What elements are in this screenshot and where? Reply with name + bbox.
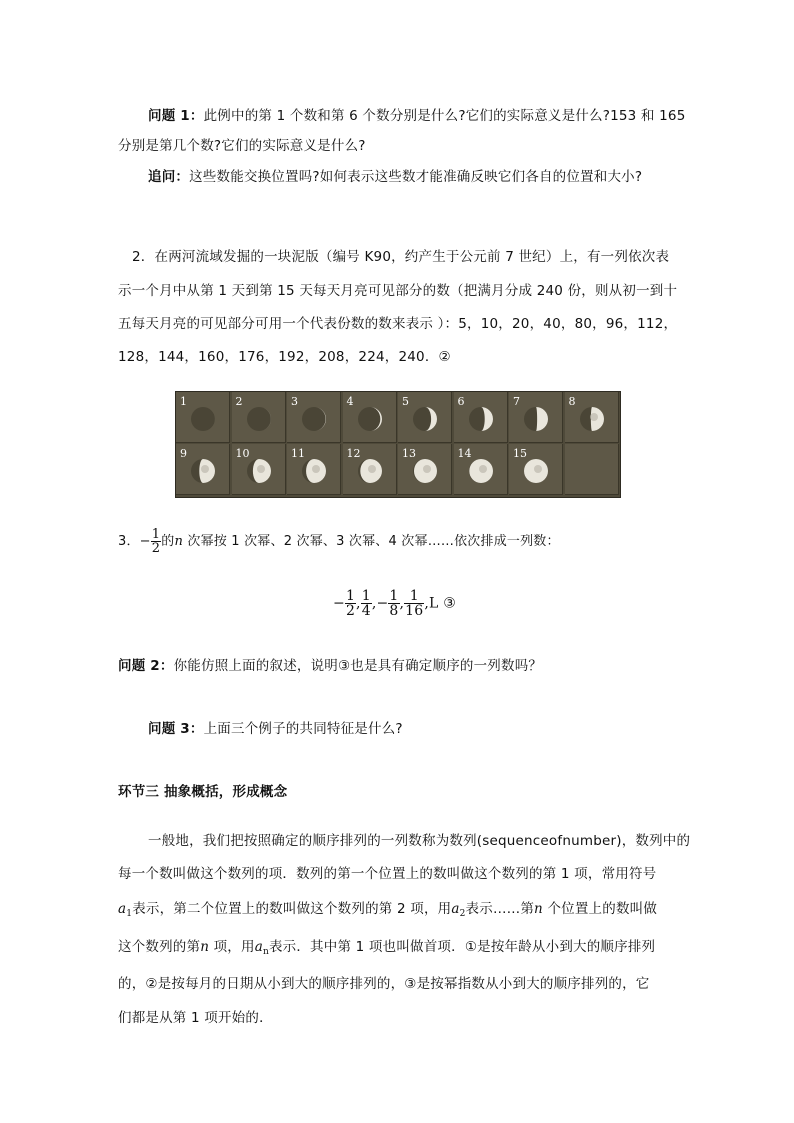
moon-cell	[509, 444, 563, 495]
item-3-middle: 的	[161, 534, 175, 549]
minus-sign: −	[376, 595, 389, 612]
fraction-numerator: 1	[151, 527, 161, 542]
moon-icon	[356, 457, 384, 485]
definition-line-4-text-d: 表示．其中第 1 项也叫做首项．①是按年龄从小到大的顺序排列	[268, 939, 656, 955]
question-1-text-1: 此例中的第 1 个数和第 6 个数分别是什么?它们的实际意义是什么?153 和 165	[203, 108, 686, 124]
moon-day-label: 13	[402, 447, 416, 460]
minus-sign: −	[333, 595, 345, 612]
comma: ,	[356, 595, 361, 612]
comma: ,	[371, 595, 377, 612]
minus-sign: −	[139, 534, 151, 549]
moon-cell	[232, 392, 286, 443]
question-3-label: 问题 3：	[148, 721, 204, 737]
moon-cell	[454, 392, 508, 443]
moon-icon	[411, 405, 439, 433]
comma: ,	[399, 595, 405, 612]
item-3-prefix: 3．	[118, 534, 140, 549]
empty-cell	[565, 444, 619, 495]
sequence-ellipsis: ,L	[424, 595, 439, 612]
symbol-a2: $a_2$	[451, 901, 466, 919]
section-3-heading: 环节三 抽象概括，形成概念	[118, 784, 288, 800]
sequence-term: $\frac{1}{4}$	[361, 588, 371, 619]
moon-icon	[356, 405, 384, 433]
moon-icon	[245, 405, 273, 433]
fraction-one-half	[151, 528, 161, 555]
question-2-label: 问题 2：	[118, 658, 174, 674]
sequence-term: $\frac{1}{16}$	[405, 588, 424, 619]
symbol-n: n	[534, 901, 543, 917]
moon-icon	[522, 457, 550, 485]
question-3-text: 上面三个例子的共同特征是什么?	[203, 721, 403, 737]
followup-text: 这些数能交换位置吗?如何表示这些数才能准确反映它们各自的位置和大小?	[189, 169, 643, 185]
moon-cell	[232, 444, 286, 495]
moon-day-label: 15	[513, 447, 527, 460]
definition-line-3-text-d: 表示……第	[465, 901, 535, 917]
moon-day-label: 5	[402, 395, 409, 408]
moon-icon	[578, 405, 606, 433]
moon-day-label: 9	[180, 447, 187, 460]
moon-icon	[300, 405, 328, 433]
moon-day-label: 12	[346, 447, 361, 460]
moon-day-label: 1	[180, 395, 187, 408]
moon-day-label: 7	[513, 395, 520, 408]
moon-day-label: 14	[457, 447, 472, 460]
moon-icon	[300, 457, 328, 485]
definition-line-3	[118, 897, 657, 919]
item-2-line-2: 示一个月中从第 1 天到第 15 天每天月亮可见部分的数（把满月分成 240 份，则从初一到十	[118, 283, 678, 299]
sequence-formula	[333, 589, 456, 618]
item-2-line-4: 128，144，160，176，192，208，224，240．②	[118, 349, 451, 365]
question-1-line-1	[148, 104, 685, 124]
moon-icon	[467, 457, 495, 485]
moon-cell	[343, 444, 397, 495]
moon-phases-image	[175, 391, 621, 498]
sequence-term: $\frac{1}{8}$	[389, 588, 399, 619]
moon-cell	[565, 392, 619, 443]
question-3-line	[148, 717, 403, 737]
moon-cell	[454, 444, 508, 495]
moon-cell	[176, 444, 230, 495]
moon-cell	[343, 392, 397, 443]
item-2-line-1: 2．在两河流域发掘的一块泥版（编号 K90，约产生于公元前 7 世纪）上，有一列依次表	[132, 249, 670, 265]
fraction-denominator: 2	[151, 541, 161, 556]
followup-line	[148, 165, 642, 185]
symbol-an: $a_n$	[254, 939, 269, 957]
sequence-mark: ③	[438, 595, 456, 612]
question-2-line	[118, 654, 542, 674]
moon-icon	[522, 405, 550, 433]
definition-line-3-text-e: 个位置上的数叫做	[542, 901, 658, 917]
definition-line-4-text-b: 项，用	[209, 939, 255, 955]
moon-cell	[509, 392, 563, 443]
question-1-label: 问题 1：	[148, 108, 204, 124]
definition-line-4	[118, 935, 655, 957]
moon-day-label: 8	[568, 395, 576, 408]
moon-cell	[287, 392, 341, 443]
sequence-term: $\frac{1}{2}$	[345, 588, 356, 619]
definition-line-2: 每一个数叫做这个数列的项．数列的第一个位置上的数叫做这个数列的第 1 项，常用符号	[118, 866, 657, 882]
moon-lit-portion	[536, 407, 548, 431]
moon-cell	[287, 444, 341, 495]
moon-icon	[245, 457, 273, 485]
item-3-suffix: 次幂按 1 次幂、2 次幂、3 次幂、4 次幂……依次排成一列数：	[183, 534, 560, 549]
definition-line-4-text-a: 这个数列的第	[118, 939, 201, 955]
moon-cell	[398, 444, 452, 495]
moon-cell	[398, 392, 452, 443]
question-1-line-2: 分别是第几个数?它们的实际意义是什么?	[118, 138, 366, 154]
moon-day-label: 11	[291, 447, 305, 460]
definition-line-1: 一般地，我们把按照确定的顺序排列的一列数称为数列(sequenceofnumber)，数列中的	[148, 833, 691, 849]
moon-day-label: 4	[346, 395, 354, 408]
question-2-text: 你能仿照上面的叙述，说明③也是具有确定顺序的一列数吗？	[173, 658, 543, 674]
item-3-line	[118, 528, 560, 555]
moon-cell	[176, 392, 230, 443]
moon-day-label: 6	[457, 395, 465, 408]
definition-line-6: 们都是从第 1 项开始的．	[118, 1010, 273, 1026]
symbol-a1: $a_1$	[118, 901, 133, 919]
moon-day-label: 2	[235, 395, 243, 408]
moon-icon	[189, 405, 217, 433]
moon-icon	[189, 457, 217, 485]
followup-label: 追问：	[148, 169, 190, 185]
moon-icon	[467, 405, 495, 433]
item-3-n: n	[174, 534, 184, 549]
definition-line-3-text-b: 表示，第二个位置上的数叫做这个数列的第 2 项，用	[132, 901, 452, 917]
moon-day-label: 3	[291, 395, 298, 408]
symbol-n: n	[200, 939, 210, 955]
moon-day-label: 10	[235, 447, 250, 460]
moon-icon	[411, 457, 439, 485]
definition-line-5: 的，②是按每月的日期从小到大的顺序排列的，③是按幂指数从小到大的顺序排列的，它	[118, 976, 650, 992]
item-2-line-3: 五每天月亮的可见部分可用一个代表份数的数来表示 ）：5，10，20，40，80，96，112，	[118, 316, 678, 332]
